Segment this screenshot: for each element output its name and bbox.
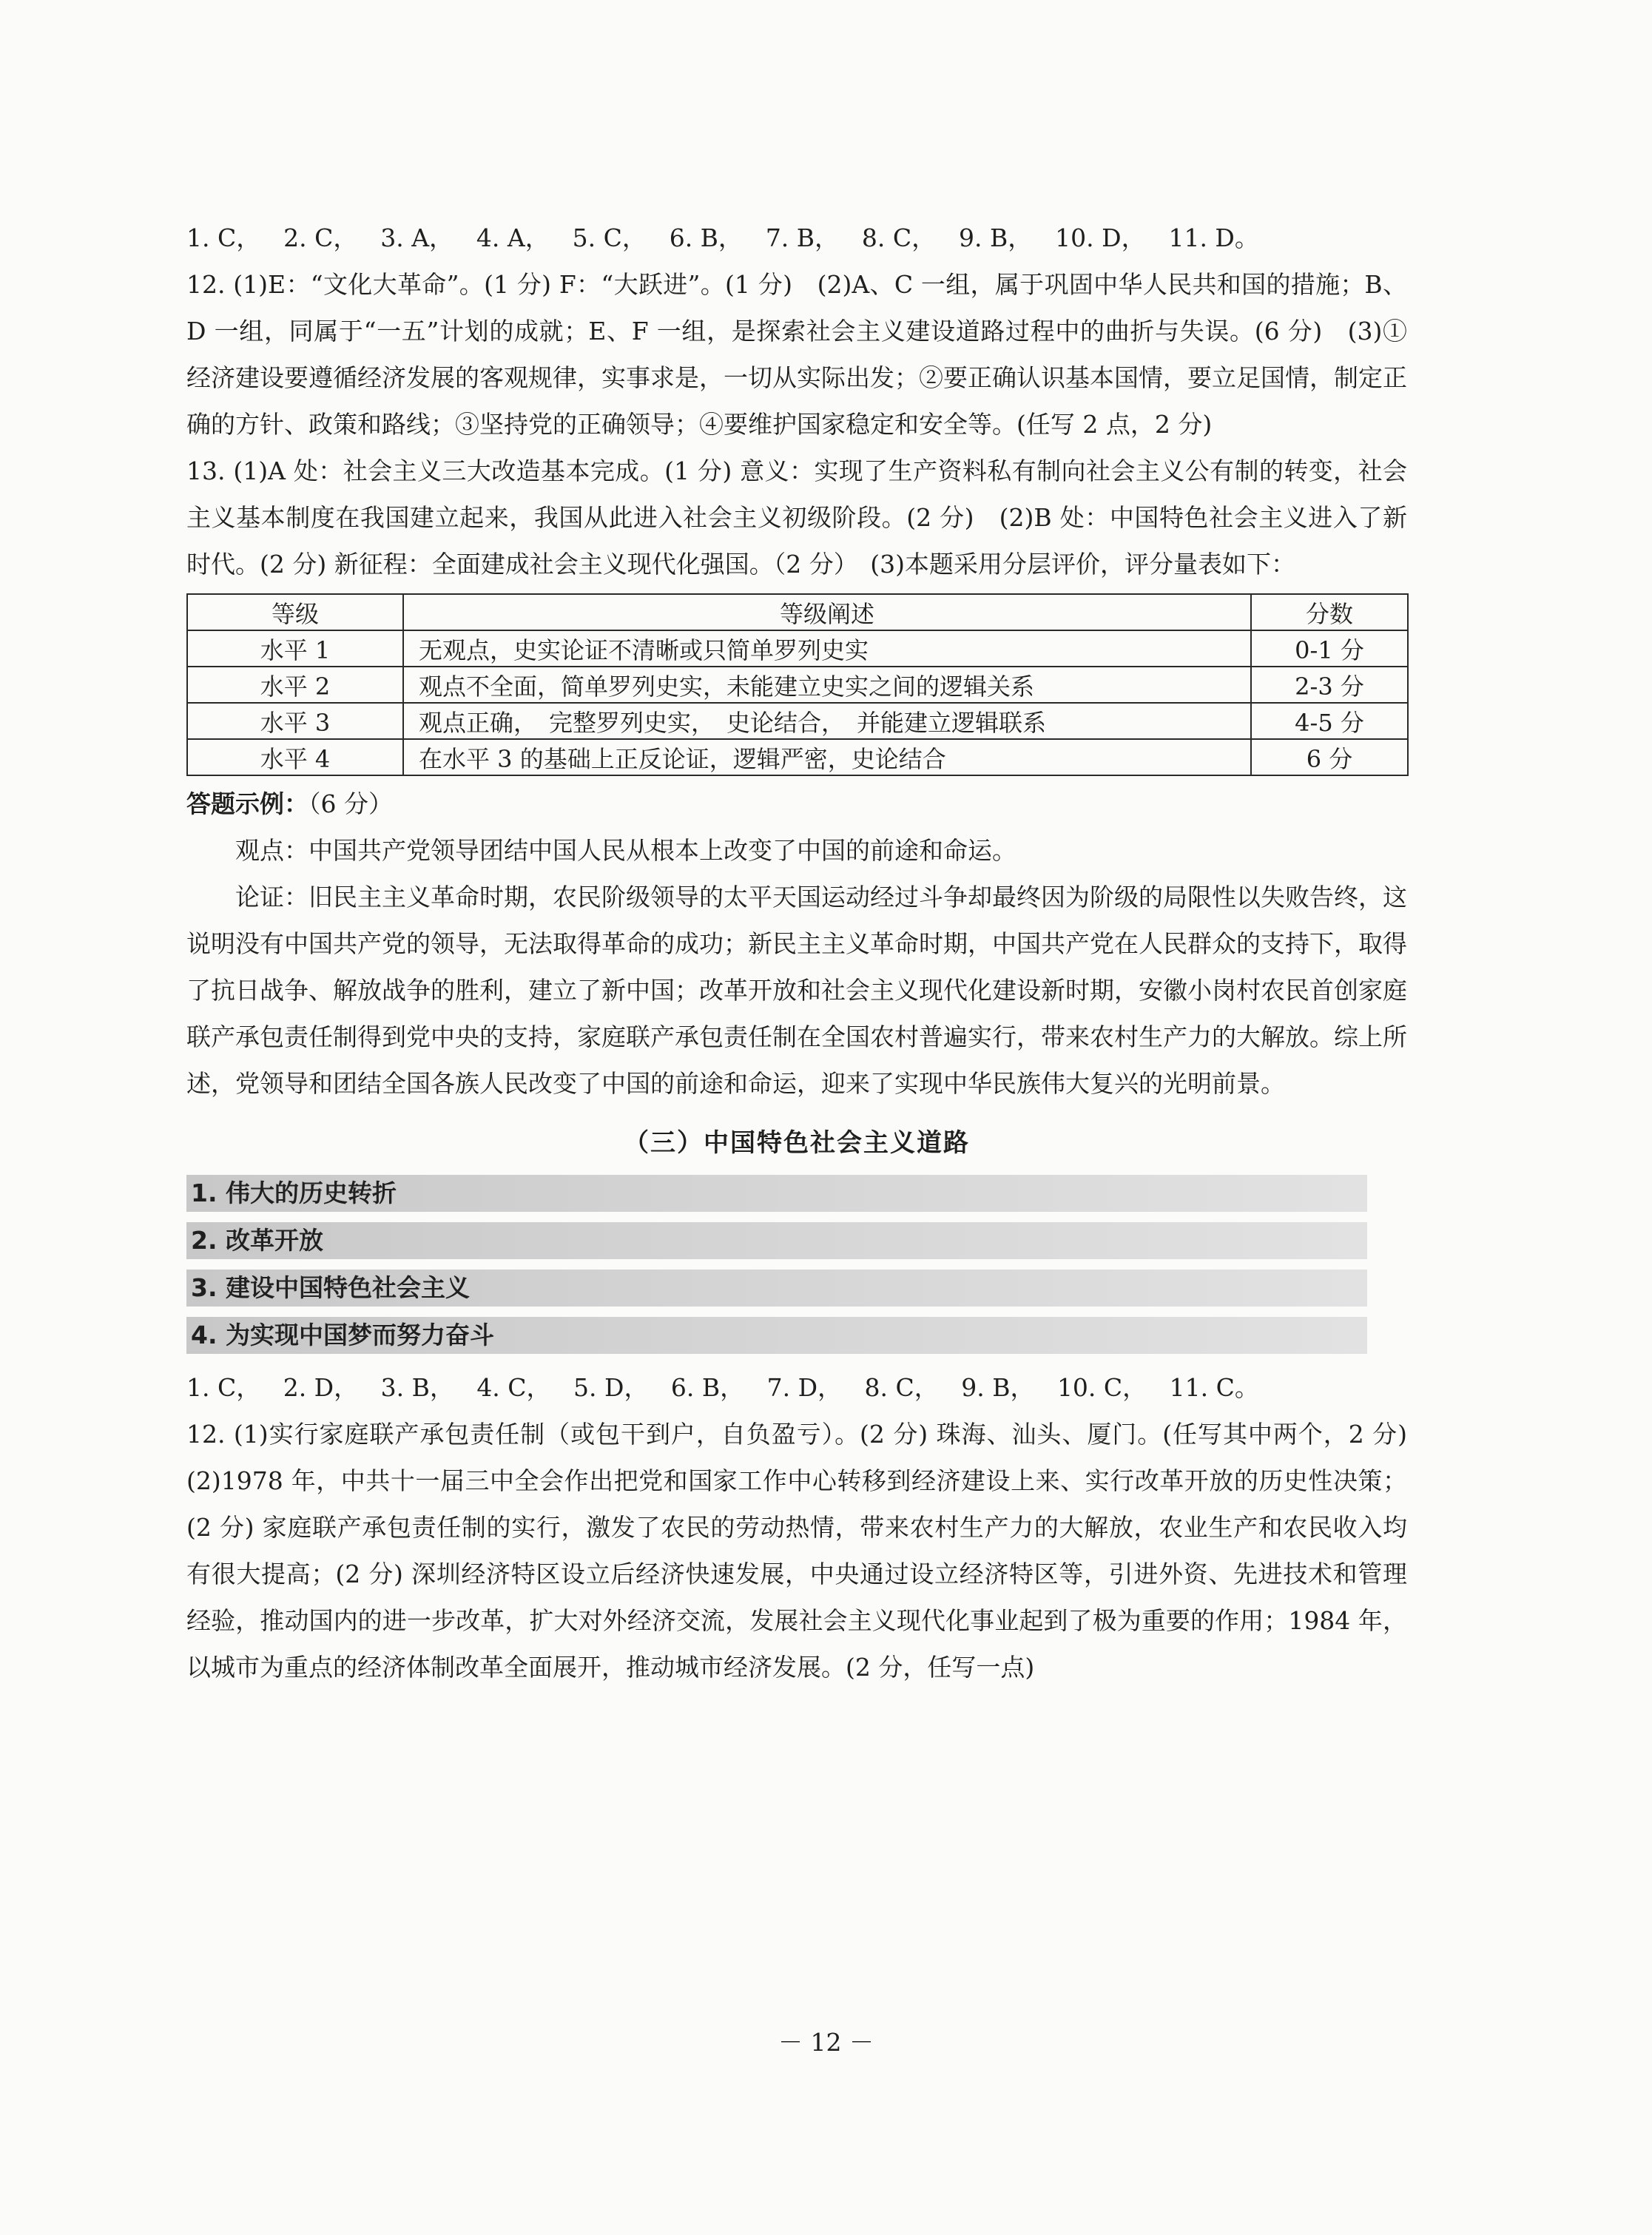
answer-item: 3. A， [380, 223, 454, 252]
rubric-desc: 观点正确， 完整罗列史实， 史论结合， 并能建立逻辑联系 [403, 703, 1251, 739]
rubric-header-score: 分数 [1251, 594, 1408, 630]
answer-item: 6. B， [669, 223, 743, 252]
rubric-table [186, 593, 1409, 776]
rubric-desc: 在水平 3 的基础上正反论证，逻辑严密，史论结合 [403, 739, 1251, 775]
rubric-row [187, 703, 1408, 739]
answer-item: 9. B， [959, 223, 1033, 252]
rubric-header-row [187, 594, 1408, 630]
answer-item: 8. C， [861, 223, 937, 252]
topic-bar: 3. 建设中国特色社会主义 [186, 1270, 1367, 1307]
answer-item: 1. C， [186, 223, 261, 252]
answer-item: 10. D， [1055, 223, 1146, 252]
answer-item: 8. C， [864, 1373, 939, 1402]
answer-item: 6. B， [670, 1373, 745, 1402]
rubric-row [187, 739, 1408, 775]
rubric-level: 水平 4 [187, 739, 403, 775]
answer-item: 2. D， [283, 1373, 359, 1402]
section-title: （三）中国特色社会主义道路 [624, 1128, 970, 1158]
question-13-answer: 13. (1)A 处：社会主义三大改造基本完成。(1 分) 意义：实现了生产资料私有制向社会主义公有制的转变，社会主义基本制度在我国建立起来，我国从此进入社会主义初级阶段。(2 分) (2)B 处：中国特色社会主义进入了新时代。(2 分) 新征程：全面建成社会主义现代化强国。（2 分） (3)本题采用分层评价，评分量表如下： [186, 456, 1407, 579]
answer-item: 4. C， [476, 1373, 551, 1402]
rubric-header-level: 等级 [187, 594, 403, 630]
answer-item: 5. C， [572, 223, 647, 252]
rubric-level: 水平 2 [187, 667, 403, 703]
topic-bar: 4. 为实现中国梦而努力奋斗 [186, 1317, 1367, 1354]
rubric-level: 水平 3 [187, 703, 403, 739]
answer-item: 9. B， [961, 1373, 1035, 1402]
rubric-row [187, 630, 1408, 667]
answer-page [186, 215, 1432, 1690]
rubric-score: 4-5 分 [1251, 703, 1408, 739]
rubric-header-desc: 等级阐述 [403, 594, 1251, 630]
rubric-row [187, 667, 1408, 703]
topic-bar: 1. 伟大的历史转折 [186, 1175, 1367, 1212]
rubric-desc: 观点不全面，简单罗列史实，未能建立史实之间的逻辑关系 [403, 667, 1251, 703]
answer-item: 3. B， [380, 1373, 454, 1402]
rubric-level: 水平 1 [187, 630, 403, 667]
answer-item: 5. D， [573, 1373, 649, 1402]
example-viewpoint: 观点：中国共产党领导团结中国人民从根本上改变了中国的前途和命运。 [235, 836, 1017, 865]
rubric-score: 6 分 [1251, 739, 1408, 775]
example-argument: 论证：旧民主主义革命时期，农民阶级领导的太平天国运动经过斗争却最终因为阶级的局限性以失败告终，这说明没有中国共产党的领导，无法取得革命的成功；新民主主义革命时期，中国共产党在人民群众的支持下，取得了抗日战争、解放战争的胜利，建立了新中国；改革开放和社会主义现代化建设新时期，安徽小岗村农民首创家庭联产承包责任制得到党中央的支持，家庭联产承包责任制在全国农村普遍实行，带来农村生产力的大解放。综上所述，党领导和团结全国各族人民改变了中国的前途和命运，迎来了实现中华民族伟大复兴的光明前景。 [186, 883, 1407, 1098]
question-12-answer: 12. (1)E：“文化大革命”。(1 分) F：“大跃进”。(1 分) (2)A、C 一组，属于巩固中华人民共和国的措施；B、D 一组，同属于“一五”计划的成就；E、F 一组，是探索社会主义建设道路过程中的曲折与失误。(6 分) (3)①经济建设要遵循经济发展的客观规律，实事求是，一切从实际出发；②要正确认识基本国情，要立足国情，制定正确的方针、政策和路线；③坚持党的正确领导；④要维护国家稳定和安全等。(任写 2 点，2 分) [186, 270, 1407, 439]
example-label: 答题示例： [186, 789, 309, 818]
answer-item: 7. D， [766, 1373, 843, 1402]
answer-item: 1. C， [186, 1373, 261, 1402]
answer-item: 4. A， [476, 223, 550, 252]
answer-item: 11. D。 [1168, 223, 1259, 252]
rubric-score: 2-3 分 [1251, 667, 1408, 703]
question-12b-answer: 12. (1)实行家庭联产承包责任制（或包干到户，自负盈亏）。(2 分) 珠海、汕头、厦门。(任写其中两个，2 分) (2)1978 年，中共十一届三中全会作出把党和国家工作中心转移到经济建设上来、实行改革开放的历史性决策；(2 分) 家庭联产承包责任制的实行，激发了农民的劳动热情，带来农村生产力的大解放，农业生产和农民收入均有很大提高；(2 分) 深圳经济特区设立后经济快速发展，中央通过设立经济特区等，引进外资、先进技术和管理经验，推动国内的进一步改革，扩大对外经济交流，发展社会主义现代化事业起到了极为重要的作用；1984 年，以城市为重点的经济体制改革全面展开，推动城市经济发展。(2 分，任写一点) [186, 1420, 1432, 1682]
rubric-desc: 无观点，史实论证不清晰或只简单罗列史实 [403, 630, 1251, 667]
example-score: （6 分） [309, 789, 393, 818]
topic-bar: 2. 改革开放 [186, 1222, 1367, 1259]
rubric-score: 0-1 分 [1251, 630, 1408, 667]
answer-item: 2. C， [283, 223, 358, 252]
page-number: － 12 － [778, 2028, 874, 2057]
example-heading [186, 781, 1407, 827]
answer-item: 11. C。 [1169, 1373, 1259, 1402]
answer-item: 10. C， [1056, 1373, 1147, 1402]
answer-row-2 [186, 1364, 1259, 1411]
answer-row-1 [186, 215, 1259, 261]
answer-item: 7. B， [765, 223, 840, 252]
